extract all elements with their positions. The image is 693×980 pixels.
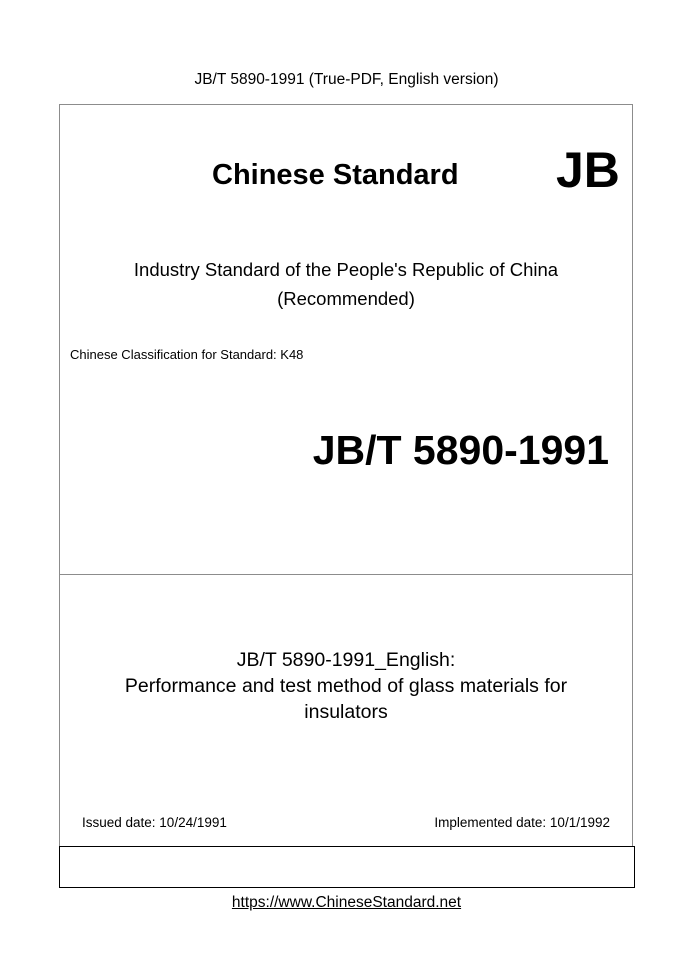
industry-standard-line: Industry Standard of the People's Republic of China [133, 259, 559, 280]
page-header: JB/T 5890-1991 (True-PDF, English version) [194, 71, 499, 88]
cover-frame [59, 104, 633, 886]
standard-number: JB/T 5890-1991 [312, 427, 609, 473]
footer [0, 893, 693, 913]
section-divider [59, 574, 633, 575]
website-link[interactable]: https://www.ChineseStandard.net [231, 894, 462, 911]
cover-title: Chinese Standard [212, 159, 459, 191]
document-title-line-2: Performance and test method of glass materials for [124, 675, 568, 697]
document-title [59, 647, 633, 725]
implemented-date: Implemented date: 10/1/1992 [434, 815, 610, 830]
issued-date: Issued date: 10/24/1991 [82, 815, 227, 830]
document-title-line-1: JB/T 5890-1991_English: [236, 649, 456, 671]
standard-code-mark: JB [556, 142, 620, 198]
recommended-label: (Recommended) [277, 288, 415, 309]
document-title-line-3: insulators [304, 701, 388, 723]
bottom-blank-box [59, 846, 635, 888]
classification-label: Chinese Classification for Standard: K48 [70, 347, 304, 362]
